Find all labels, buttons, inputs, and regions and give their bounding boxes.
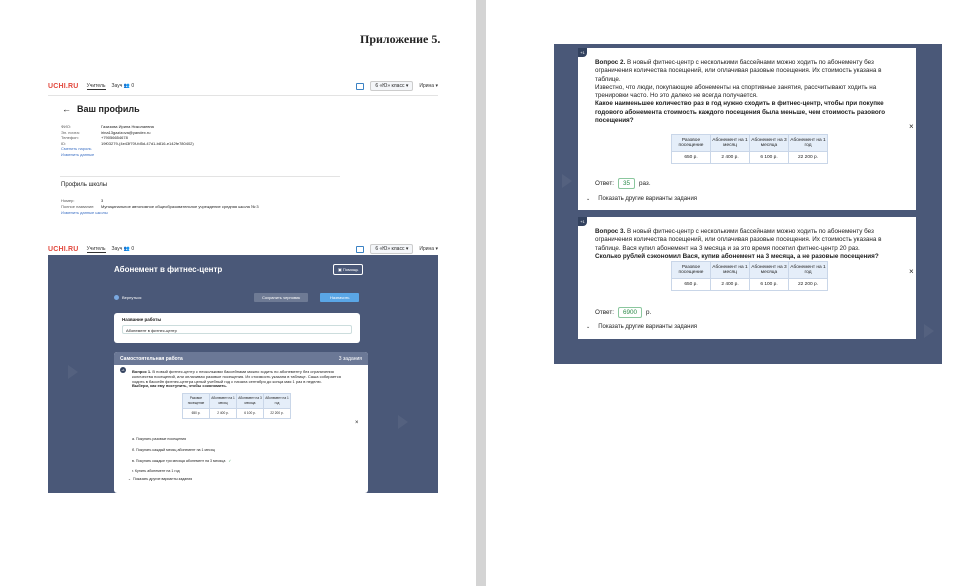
work-name-input[interactable]: Абонемент в фитнес-центр <box>122 325 352 334</box>
answer-row: Ответ: 35 раз. <box>595 180 651 187</box>
price-table: Разовое посещение Абонемент на 1 месяц Абонемент на 3 месяца Абонемент на 1 год 650 р. 2 400 р. 6 100 р. 22 200 р. <box>671 134 828 164</box>
back-button[interactable]: Вернуться <box>114 295 141 300</box>
chevron-down-icon: ▾ <box>435 83 438 89</box>
user-menu[interactable]: Ирина ▾ <box>419 246 438 252</box>
chat-icon[interactable] <box>356 83 364 90</box>
pin-badge: +1 <box>578 48 587 57</box>
assign-button[interactable]: Назначить <box>320 293 359 302</box>
tab-zvuki[interactable]: Зауч 👥 0 <box>111 83 135 89</box>
question-3-card <box>578 217 916 339</box>
uchi-logo[interactable]: UCHI.RU <box>48 82 79 90</box>
change-password-link[interactable]: Сменить пароль <box>61 146 92 152</box>
change-school-link[interactable]: Изменить данные школы <box>61 210 108 215</box>
independent-work-card <box>114 352 368 493</box>
work-card-header: Самостоятельная работа 3 задания <box>114 352 368 365</box>
chevron-down-icon: ▾ <box>405 83 409 89</box>
check-icon: ✓ <box>228 458 232 463</box>
users-icon: 👥 <box>123 83 131 89</box>
tab-teacher[interactable]: Учитель <box>86 82 106 89</box>
chat-icon[interactable] <box>356 246 364 253</box>
chevron-down-icon: ⌄ <box>586 324 591 330</box>
help-button[interactable]: ▣ Помощь <box>333 264 363 275</box>
divider <box>60 176 340 177</box>
option-a[interactable]: а. Покупать разовые посещения <box>132 437 187 441</box>
tab-teacher[interactable]: Учитель <box>86 245 106 252</box>
answer-input[interactable]: 35 <box>618 178 635 189</box>
answer-row: Ответ: 6900 р. <box>595 309 652 316</box>
profile-fields: ФИО: Газизова Ирина Николаевна Эл. почта: irina13gazizova@yandex.ru Телефон: +79056654678 ID: 19f03279-(4e43f70f-fd5d-47d1-b816-e142fe780402) Сменить пароль Изменить данные <box>61 124 194 157</box>
option-b[interactable]: б. Покупать каждый месяц абонемент на 1 месяц <box>132 447 215 452</box>
save-draft-button[interactable]: Сохранить черновик <box>254 293 308 302</box>
school-fields: Номер: 3 Полное название: Муниципальное автономное общеобразовательное учреждение средняя школа № 3 Изменить данные школы <box>61 198 259 215</box>
pin-badge: +1 <box>578 217 587 226</box>
appendix-title: Приложение 5. <box>360 32 441 46</box>
option-d[interactable]: г. Купить абонемент на 1 год <box>132 469 180 474</box>
close-icon[interactable]: × <box>909 267 914 276</box>
close-icon[interactable]: × <box>909 122 914 131</box>
price-table: Разовое посещение Абонемент на 1 месяц Абонемент на 3 месяца Абонемент на 1 год 650 р. 2 400 р. 6 100 р. 22 200 р. <box>671 261 828 291</box>
divider <box>48 95 438 96</box>
question-3-text: Вопрос 3. В новый фитнес-центр с несколькими бассейнами можно ходить по абонементу без ограничения количества посещений, или оплачивая разовые посещения. Их стоимость указана в таблице. Вася купил абонемент на 3 месяца и за это время посетил фитнес-центр 20 раз. Сколько рублей сэкономил Вася, купив абонемент на 3 месяца, а не разовые посещения? <box>595 228 882 260</box>
book-icon: ▣ <box>338 267 342 272</box>
users-icon: 👥 <box>123 246 131 252</box>
page-gap <box>476 0 486 586</box>
chevron-down-icon: ⌄ <box>586 196 591 202</box>
work-header-title: Абонемент в фитнес-центр <box>114 265 223 274</box>
class-select[interactable]: 6 «Ю» класс ▾ <box>370 244 413 254</box>
chevron-down-icon: ▾ <box>405 246 409 252</box>
chevron-down-icon: ⌄ <box>128 477 132 481</box>
class-select[interactable]: 6 «Ю» класс ▾ <box>370 81 413 91</box>
answer-options <box>132 434 231 477</box>
work-name-label: Название работы <box>122 317 162 322</box>
top-navbar <box>48 78 438 94</box>
chevron-down-icon: ▾ <box>435 246 438 252</box>
page-title: ← Ваш профиль <box>62 104 140 114</box>
show-more-variants[interactable]: ⌄ Показать другие варианты задания <box>586 196 698 202</box>
fitness-screen <box>48 255 438 493</box>
tab-zvuki[interactable]: Зауч 👥 0 <box>111 246 135 252</box>
work-name-card <box>114 313 360 343</box>
answer-input[interactable]: 6900 <box>618 307 642 318</box>
change-data-link[interactable]: Изменить данные <box>61 151 95 157</box>
option-c[interactable]: в. Покупать каждые три месяца абонемент на 3 месяца ✓ <box>132 458 232 463</box>
question-2-text: Вопрос 2. В новый фитнес-центр с несколькими бассейнами можно ходить по абонементу без ограничения количества посещений, или оплачивая разовые посещения. Их стоимость указана в таблице. Известно, что люди, покупающие абонементы на спортивные занятия, рассчитывают ходить на тренировки часто. Но это далеко не всегда получается. Какое наименьшее количество раз в год нужно сходить в фитнес-центр, чтобы при покупке годового абонемента стоимость каждого посещения была меньше, чем стоимость разового посещения? <box>595 59 886 125</box>
uchi-logo[interactable]: UCHI.RU <box>48 245 79 253</box>
pin-badge: +1 <box>121 368 125 372</box>
question-2-card <box>578 48 916 210</box>
back-icon <box>114 295 119 300</box>
close-icon[interactable]: × <box>355 420 359 426</box>
show-more-variants[interactable]: ⌄ Показать другие варианты задания <box>128 477 193 481</box>
school-profile-title: Профиль школы <box>61 182 108 188</box>
price-table: Разовое посещение Абонемент на 1 месяц Абонемент на 3 месяца Абонемент на 1 год 650 р. 2 400 р. 6 100 р. 22 200 р. <box>182 393 291 418</box>
show-more-variants[interactable]: ⌄ Показать другие варианты задания <box>586 324 698 330</box>
back-arrow-icon[interactable]: ← <box>62 104 71 114</box>
user-menu[interactable]: Ирина ▾ <box>419 83 438 89</box>
question-1: Вопрос 1. В новый фитнес-центр с несколькими бассейнами можно ходить по абонементу без ограничения количества посещений, или оплачивая разовые посещения. Их стоимость указана в таблице. Саша собирается ходить в бассейн фитнес-центра целый учебный год с начала сентября до конца мая 1 раз в неделю. Выбери, как ему поступить, чтобы сэкономить. Разовое посещение Абонемент на 1 месяц Абонемент на 3 месяца Абонемент на 1 год 650 р. 2 400 р. 6 100 р. 22 200 р. <box>132 370 354 419</box>
